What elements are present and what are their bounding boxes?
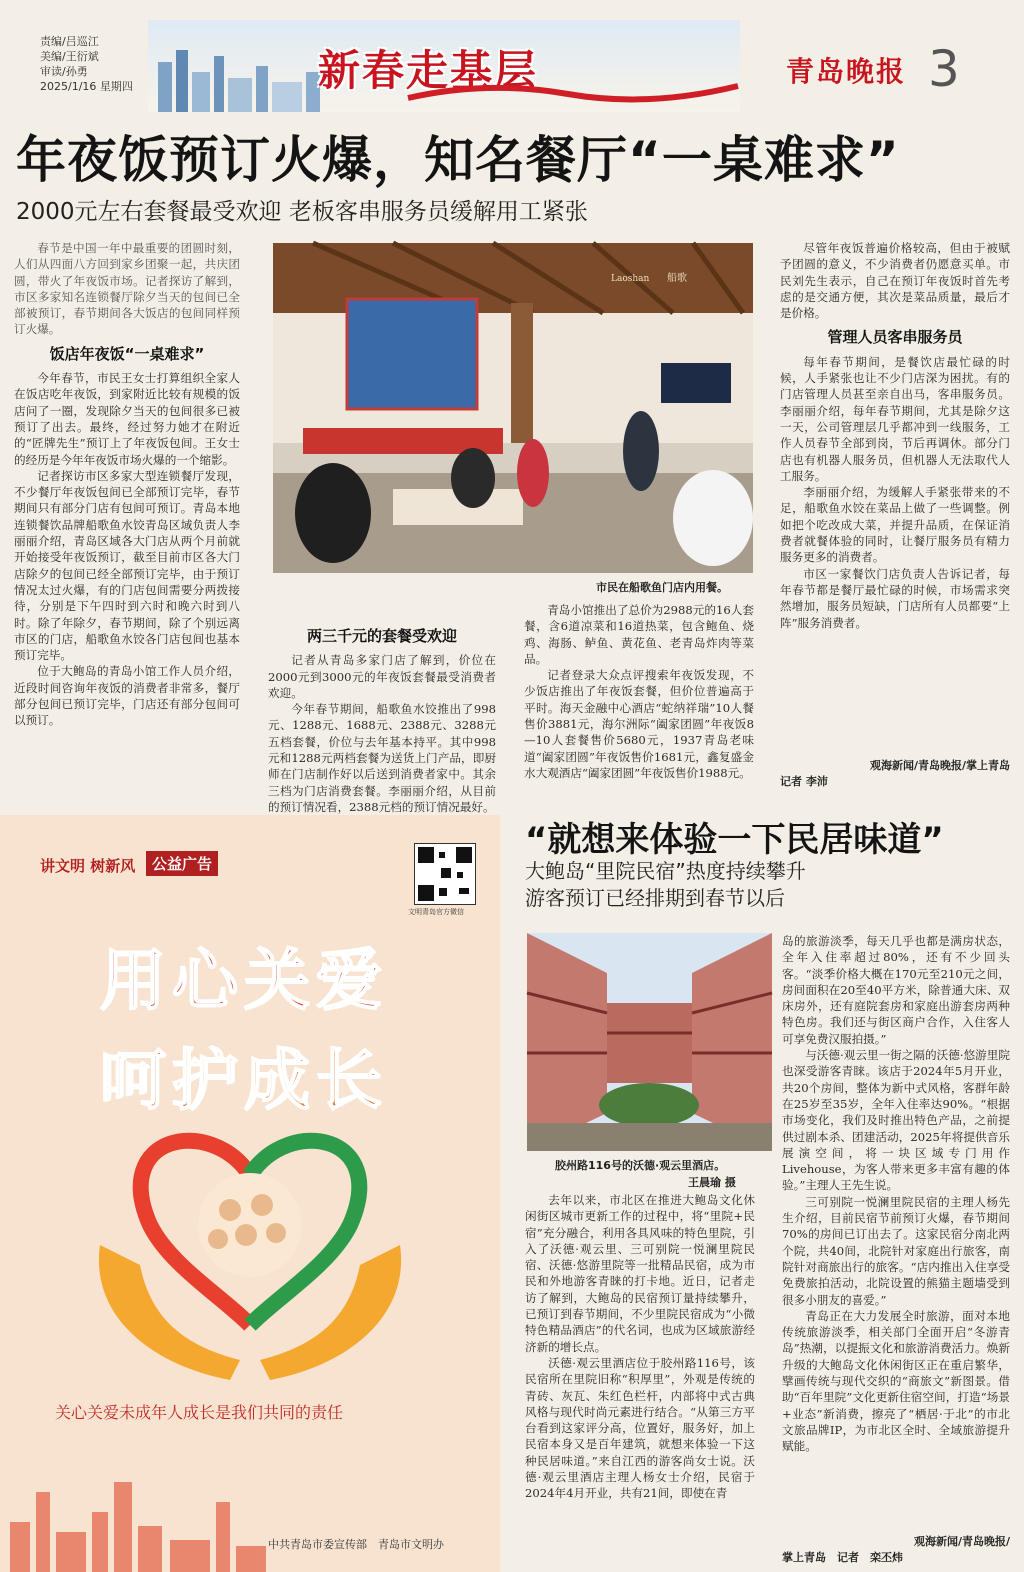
editor-credits <box>40 34 133 94</box>
issue-date: 2025/1/16 星期四 <box>40 80 133 93</box>
section1-paragraph: 今年春节，市民王女士打算组织全家人在饭店吃年夜饭，到家附近比较有规模的饭店问了一圈，发现除夕当天的包间很多已被预订了出去。最终，经过努力她才在附近的“匠牌先生”预订上了年夜饭包间。王女士的经历是今年年夜饭市场火爆的一个缩影。 <box>14 371 240 467</box>
article2-subheadline <box>525 858 806 912</box>
article2-paragraph: 岛的旅游淡季，每天几乎也都是满房状态，全年入住率超过80%，还有不少回头客。“淡季价格大概在170元至210元之间，房间面积在20至40平方米，除普通大床、双床房外，还有庭院套房和家庭出游套房两种特色房。我们还与街区商户合作，入住客人可享免费汉服拍摄。” <box>782 934 1010 1046</box>
byline-reporter: 掌上青岛 记者 栾丕炜 <box>782 1551 903 1564</box>
byline-reporter: 记者 李沛 <box>780 775 828 788</box>
page-number: 3 <box>928 40 960 98</box>
article2-paragraph: 去年以来，市北区在推进大鲍岛文化休闲街区城市更新工作的过程中，将“里院+民宿”充分融合，利用各具风味的特色里院，引入了沃德·观云里、三可别院一悦澜里院民宿、沃德·悠游里院等一批精品民宿，成为市民和外地游客青睐的打卡地。近日，记者走访了解到，大鲍岛的民宿预订量持续攀升，已预订到春节期间，不少里院民宿成为“小微特色精品酒店”的代名词，也成为区域旅游经济新的增长点。 <box>525 1193 755 1354</box>
article1-column-4 <box>780 240 1010 762</box>
banner-title: 新春走基层 <box>318 46 539 95</box>
ad-skyline-graphic <box>0 1462 500 1572</box>
ad-tag-label: 公益广告 <box>146 851 218 876</box>
qr-code-label: 文明青岛官方微信 <box>408 908 464 916</box>
ad-tag: 讲文明 树新风 <box>40 857 136 875</box>
article1-column-2 <box>268 602 496 814</box>
section3-paragraph: 市区一家餐饮门店负责人告诉记者，每年春节都是餐厅最忙碌的时候，市场需求突然增加，服务员短缺，门店所有人员都要“上阵”服务消费者。 <box>780 566 1010 630</box>
section3-title: 管理人员客串服务员 <box>827 328 963 347</box>
heart-hands-graphic <box>90 1115 410 1385</box>
article1-column-3 <box>524 602 754 792</box>
restaurant-photo <box>273 243 753 573</box>
section2-paragraph: 记者登录大众点评搜索年夜饭发现，不少饭店推出了年夜饭套餐，但价位普遍高于平时。海天金融中心酒店“蛇纳祥瑞”10人餐售价3881元，海尔洲际“阖家团圆”年夜饭8—10人套餐售价5680元，1937青岛老味道“阖家团圆”年夜饭售价1681元，鑫复盛金水大观酒店“阖家团圆”年夜饭售价1988元。 <box>524 668 754 780</box>
photo-sign-laoshan: Laoshan <box>611 274 650 284</box>
photo-sign-chuange: 船歌 <box>667 273 687 284</box>
ad-title-line1: 用心关爱 <box>100 942 388 1019</box>
article2-paragraph: 沃德·观云里酒店位于胶州路116号，该民宿所在里院旧称“积厚里”，外观是传统的青砖、灰瓦、朱红色栏杆，内部将中式古典风格与现代时尚元素进行结合。“从第三方平台看到这家评分高，位置好，服务好，加上民宿本身又是百年建筑，就想来体验一下这种民居味道。”来自江西的游客尚女士说。沃德·观云里酒店主理人杨女士介绍，民宿于2024年4月开业，共有21间，即使在青 <box>525 1355 755 1501</box>
hotel-photo-caption: 胶州路116号的沃德·观云里酒店。 <box>555 1159 726 1172</box>
article2-subheadline-line: 游客预订已经排期到春节以后 <box>525 886 785 910</box>
ad-sponsors: 中共青岛市委宣传部 青岛市文明办 <box>268 1538 444 1551</box>
article2-paragraph: 三可别院一悦澜里院民宿的主理人杨先生介绍，目前民宿节前预订火爆，春节期间70%的房间已订出去了。这家民宿分南北两个院，共40间，北院针对家庭出行旅客，南院针对商旅出行的旅客。“店内推出入住享受免费旅拍活动，北院设置的熊猫主题墙受到很多小朋友的喜爱。” <box>782 1194 1010 1307</box>
credit-designer: 美编/王衍斌 <box>40 50 99 63</box>
section2-paragraph: 今年春节期间，船歌鱼水饺推出了998元、1288元、1688元、2388元、3288元五档套餐，价位与去年基本持平。其中998元和1288元两档套餐为送货上门产品，即厨师在门店制作好以后送到消费者家中。其余三档为门店消费套餐。李丽丽介绍，从目前的预订情况看，2388元档的预订情况最好。 <box>268 702 496 814</box>
section2-title: 两三千元的套餐受欢迎 <box>306 627 457 645</box>
article2-headline: “就想来体验一下民居味道” <box>525 820 944 860</box>
restaurant-photo-caption: 市民在船歌鱼门店内用餐。 <box>596 581 728 594</box>
ad-slogan: 关心关爱未成年人成长是我们共同的责任 <box>55 1403 344 1422</box>
section2-paragraph: 青岛小馆推出了总价为2988元的16人套餐，含6道凉菜和16道热菜，包含鲍鱼、烧鸡、海肠、鲈鱼、黄花鱼、老青岛炸肉等菜品。 <box>524 603 754 666</box>
section1-paragraph: 位于大鲍岛的青岛小馆工作人员介绍，近段时间咨询年夜饭的消费者非常多，餐厅部分包间已预订完毕，门店还有部分包间可以预订。 <box>14 664 240 728</box>
article2-byline <box>782 1534 1010 1566</box>
section-banner <box>148 20 740 112</box>
credit-editor: 责编/吕巡江 <box>40 35 99 48</box>
ad-title-line2: 呵护成长 <box>100 1042 388 1119</box>
byline-outlets: 观海新闻/青岛晚报/掌上青岛 <box>869 759 1010 772</box>
hotel-photo-credit: 王晨瑜 摄 <box>688 1176 736 1189</box>
article2-paragraph: 与沃德·观云里一街之隔的沃德·悠游里院也深受游客青睐。该店于2024年5月开业，共20个房间，整体为新中式风格，客群年龄在25岁至35岁，全年入住率达90%。“根据市场变化，我们及时推出特色产品，之前提供过剧本杀、团建活动，2025年将提供音乐展演空间，将一块区域专门用作Livehouse，为客人带来更多丰富有趣的体验。”主理人王先生说。 <box>782 1048 1010 1193</box>
section2-paragraph: 尽管年夜饭普遍价格较高，但由于被赋予团圆的意义，不少消费者仍愿意买单。市民刘先生表示，自己在预订年夜饭时首先考虑的是交通方便，其次是菜品质量，最后才是价格。 <box>780 241 1010 321</box>
article1-column-1 <box>14 240 240 792</box>
hotel-courtyard-photo <box>527 933 772 1151</box>
article1-lead: 春节是中国一年中最重要的团圆时刻，人们从四面八方回到家乡团聚一起，共庆团圆，带火了年夜饭市场。记者探访了解到，市区多家知名连锁餐厅除夕当天的包间已全部被预订，春节期间各大饭店的包间同样预订火爆。 <box>14 241 240 337</box>
article1-subheadline: 2000元左右套餐最受欢迎 老板客串服务员缓解用工紧张 <box>16 199 588 225</box>
article2-subheadline-line: 大鲍岛“里院民宿”热度持续攀升 <box>525 859 806 883</box>
public-service-ad <box>0 815 500 1572</box>
qr-code-icon[interactable] <box>414 843 476 905</box>
article1-byline <box>780 758 1010 790</box>
red-ribbon-graphic <box>408 80 738 106</box>
credit-proofreader: 审读/孙勇 <box>40 65 88 78</box>
article2-column-1 <box>525 1192 755 1564</box>
section1-paragraph: 记者探访市区多家大型连锁餐厅发现，不少餐厅年夜饭包间已全部预订完毕，春节期间只有部分门店有包间可预订。青岛本地连锁餐饮品牌船歌鱼水饺青岛区域负责人李丽丽介绍，青岛区域各大门店从两个月前就开始接受年夜饭预订，截至目前市区各大门店除夕的包间已经全部预订完毕，由于预订情况太过火爆，有的门店包间需要分两拨接待，分别是下午四时到六时和晚六时到八时。除了年除夕，春节期间，除了个别远离市区的门店，船歌鱼水饺各门店包间也基本预订完毕。 <box>14 468 240 663</box>
article1-headline: 年夜饭预订火爆，知名餐厅“一桌难求” <box>16 131 900 189</box>
hotel-courtyard-illustration <box>527 933 772 1151</box>
section1-title: 饭店年夜饭“一桌难求” <box>49 344 205 363</box>
article2-column-2 <box>782 933 1010 1533</box>
article2-paragraph: 青岛正在大力发展全时旅游，面对本地传统旅游淡季，相关部门全面开启“冬游青岛”热潮，以提振文化和旅游消费活力。焕新升级的大鲍岛文化休闲街区正在重启繁华，擘画传统与现代交织的“商旅文”新图景。借助“百年里院”文化更新住宿空间，打造“场景+业态”新消费，擦亮了“栖居·于北”的市北文旅品牌IP，为市北区全时、全域旅游提升赋能。 <box>782 1308 1010 1454</box>
section3-paragraph: 李丽丽介绍，为缓解人手紧张带来的不足，船歌鱼水饺在菜品上做了一些调整。例如把个吃改成大菜，并提升品质，在保证消费者就餐体验的同时，让餐厅服务员有精力服务更多的消费者。 <box>780 485 1010 565</box>
section2-paragraph: 记者从青岛多家门店了解到，价位在2000元到3000元的年夜饭套餐最受消费者欢迎。 <box>268 653 496 700</box>
restaurant-illustration <box>273 243 753 573</box>
section3-paragraph: 每年春节期间，是餐饮店最忙碌的时候，人手紧张也让不少门店深为困扰。有的门店管理人员甚至亲自出马，客串服务员。李丽丽介绍，每年春节期间，尤其是除夕这一天，公司管理层几乎都冲到一线服务，工作人员春节全部到岗，节后再调休。部分门店也有机器人服务员，但机器人无法取代人工服务。 <box>780 354 1010 483</box>
newspaper-logo: 青岛晚报 <box>786 55 907 88</box>
byline-outlets: 观海新闻/青岛晚报/ <box>913 1535 1010 1548</box>
